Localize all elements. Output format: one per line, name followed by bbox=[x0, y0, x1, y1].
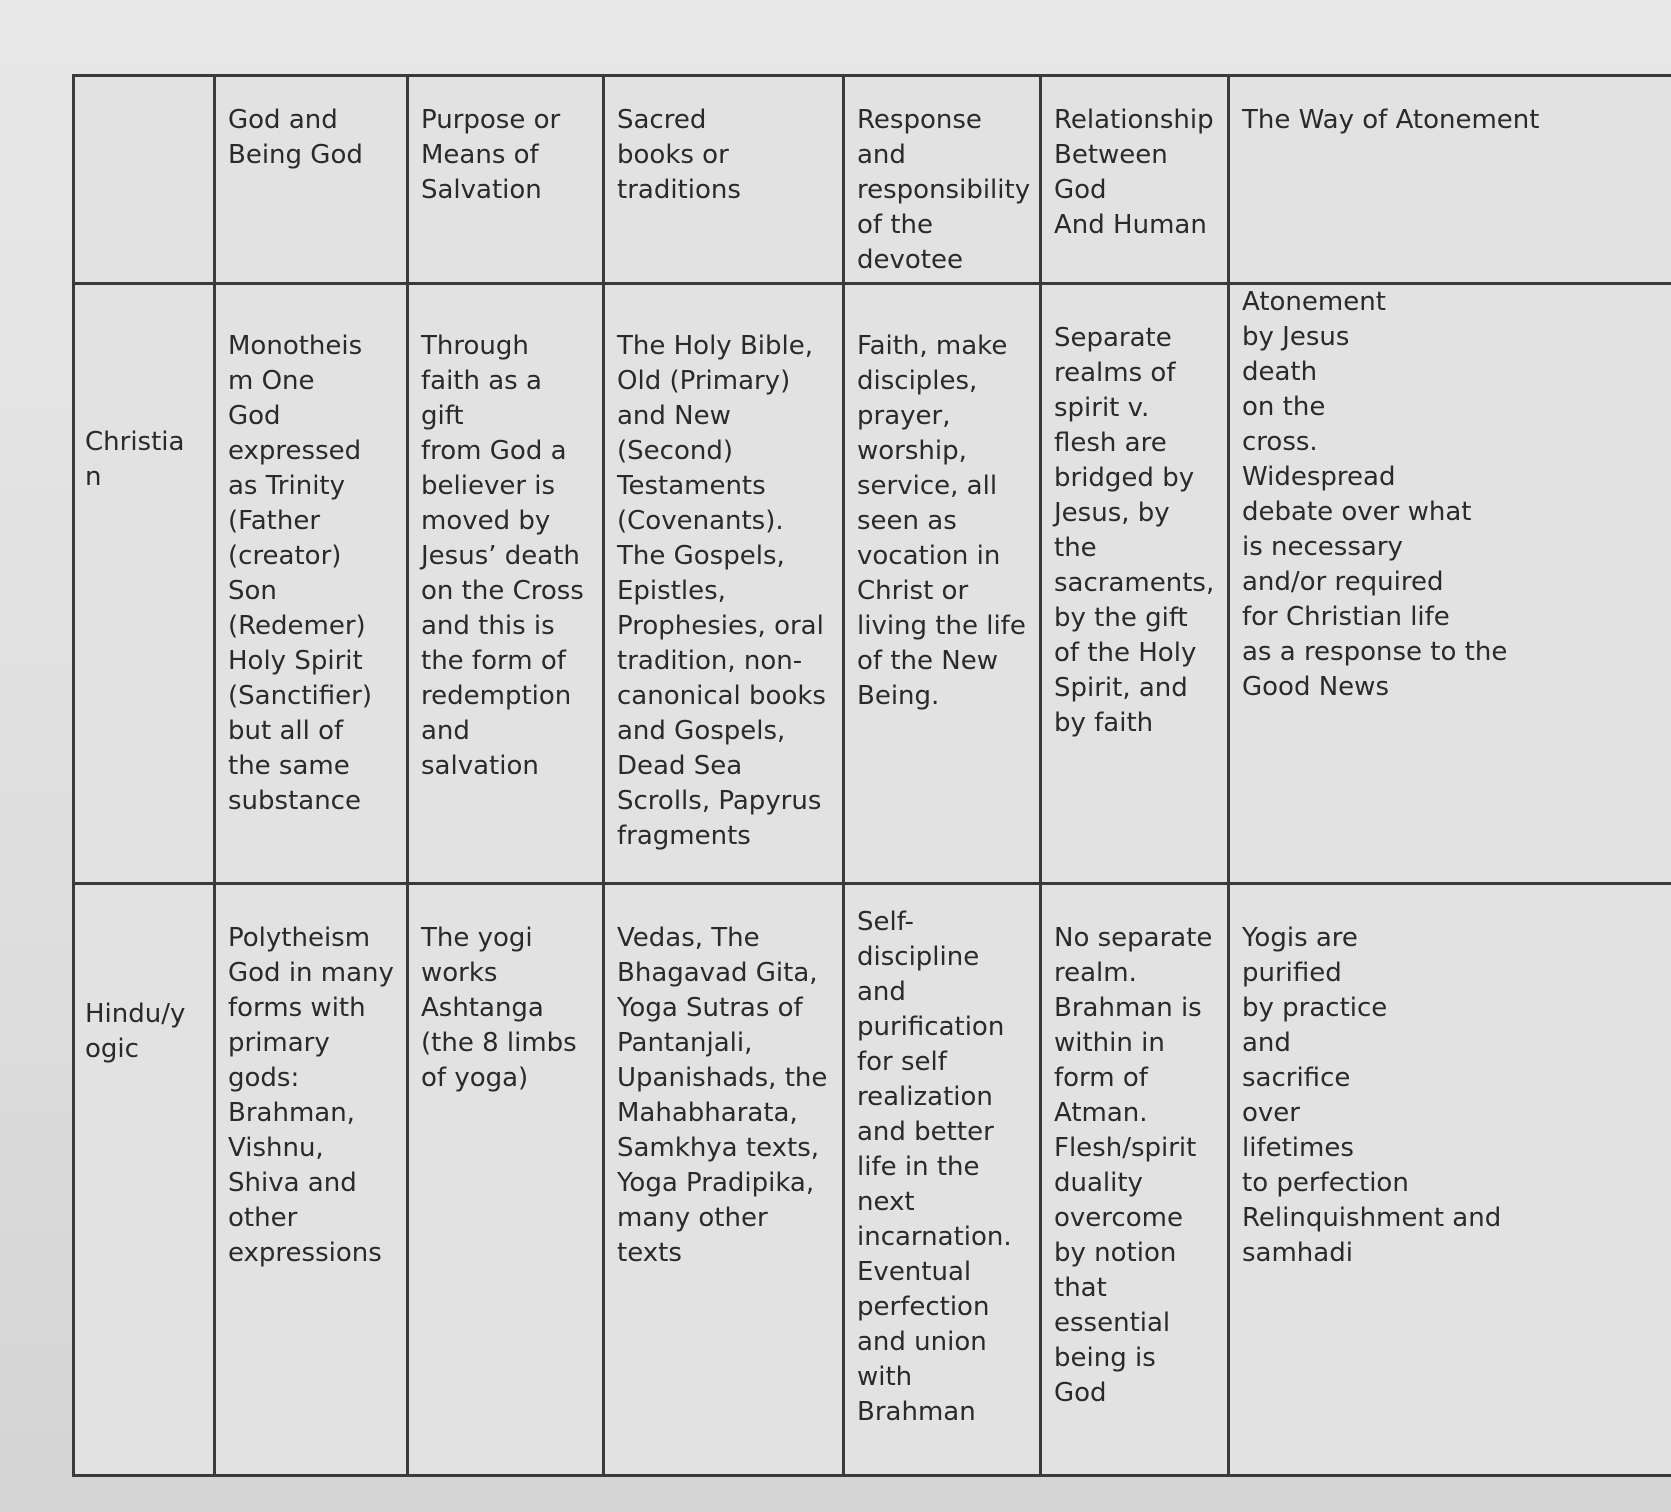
cell-hindu-sacred: Vedas, The Bhagavad Gita, Yoga Sutras of Pantanjali, Upanishads, the Mahabharata, Samkhya texts, Yoga Pradipika, many other texts bbox=[604, 884, 844, 1476]
row-label-christian: Christia n bbox=[74, 284, 215, 884]
cell-christian-god: Monotheis m One God expressed as Trinity (Father (creator) Son (Redemer) Holy Spirit (Sanctifier) but all of the same substance bbox=[215, 284, 408, 884]
comparison-table bbox=[72, 74, 1671, 1477]
cell-hindu-god: Polytheism God in many forms with primary gods: Brahman, Vishnu, Shiva and other expressions bbox=[215, 884, 408, 1476]
header-purpose-of-salvation: Purpose or Means of Salvation bbox=[408, 76, 604, 284]
header-blank-cell bbox=[74, 76, 215, 284]
header-way-of-atonement: The Way of Atonement bbox=[1229, 76, 1671, 284]
cell-hindu-relationship: No separate realm. Brahman is within in form of Atman. Flesh/spirit duality overcome by notion that essential being is God bbox=[1041, 884, 1229, 1476]
cell-christian-purpose: Through faith as a gift from God a believer is moved by Jesus’ death on the Cross and this is the form of redemption and salvation bbox=[408, 284, 604, 884]
table-row-christian bbox=[74, 284, 1671, 884]
row-label-hindu-yogic: Hindu/y ogic bbox=[74, 884, 215, 1476]
cell-christian-atonement: Atonement by Jesus death on the cross. Widespread debate over what is necessary and/or required for Christian life as a response to the Good News bbox=[1229, 284, 1671, 884]
header-row bbox=[74, 76, 1671, 284]
cell-hindu-atonement: Yogis are purified by practice and sacrifice over lifetimes to perfection Relinquishment and samhadi bbox=[1229, 884, 1671, 1476]
header-god-and-being-god: God and Being God bbox=[215, 76, 408, 284]
cell-christian-sacred: The Holy Bible, Old (Primary) and New (Second) Testaments (Covenants). The Gospels, Epistles, Prophesies, oral tradition, non- canonical books and Gospels, Dead Sea Scrolls, Papyrus fragments bbox=[604, 284, 844, 884]
table-row-hindu-yogic bbox=[74, 884, 1671, 1476]
cell-christian-relationship: Separate realms of spirit v. flesh are bridged by Jesus, by the sacraments, by the gift of the Holy Spirit, and by faith bbox=[1041, 284, 1229, 884]
cell-hindu-response: Self- discipline and purification for self realization and better life in the next incarnation. Eventual perfection and union with Brahman bbox=[844, 884, 1041, 1476]
header-response-responsibility: Response and responsibility of the devotee bbox=[844, 76, 1041, 284]
cell-christian-response: Faith, make disciples, prayer, worship, service, all seen as vocation in Christ or living the life of the New Being. bbox=[844, 284, 1041, 884]
header-relationship-god-human: Relationship Between God And Human bbox=[1041, 76, 1229, 284]
cell-hindu-purpose: The yogi works Ashtanga (the 8 limbs of yoga) bbox=[408, 884, 604, 1476]
header-sacred-books: Sacred books or traditions bbox=[604, 76, 844, 284]
